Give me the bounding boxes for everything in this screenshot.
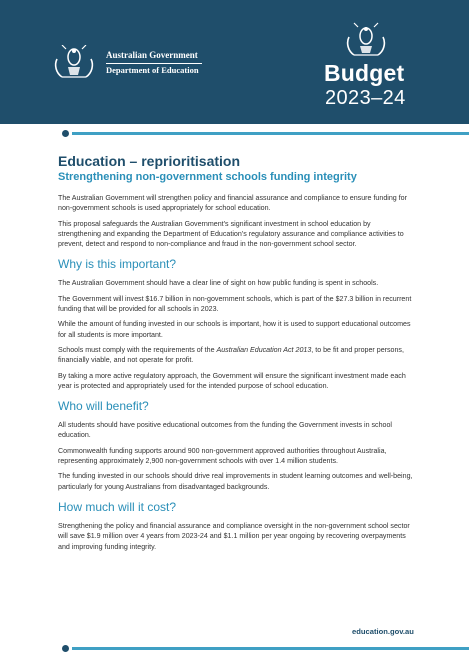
document-body [58,153,414,557]
act-name: Australian Education Act 2013 [216,345,312,354]
footer-url-link[interactable]: education.gov.au [352,627,414,636]
budget-title: Budget [324,60,405,86]
coat-of-arms-icon [52,45,96,83]
section-paragraph: All students should have positive educational outcomes from the funding the Government invests in school education. [58,421,392,440]
section-paragraph: Strengthening the policy and financial assurance and compliance oversight in the non-government school sector will save $1.9 million over 4 years from 2023-24 and $1.1 million per year ongoing by recovering overpayments and improving funding integrity. [58,521,410,551]
department-name: Department of Education [106,65,199,75]
act-text-after: , to be fit and proper persons, financially viable, and not operate for profit. [58,345,404,365]
intro-paragraph: The Australian Government will strengthen policy and financial assurance and compliance to ensure funding for non-government schools is used appropriately for school education. [58,194,407,213]
section-heading: Who will benefit? [58,399,149,414]
section-paragraph: While the amount of funding invested in our schools is important, how it is used to support educational outcomes for all students is more important. [58,320,411,339]
footer-divider [0,644,469,652]
budget-year: 2023–24 [325,87,406,109]
section-paragraph: The Government will invest $16.7 billion in non-government schools, which is part of the $27.3 billion in recurrent funding that will be provided for all schools in 2023. [58,294,412,314]
section-heading: How much will it cost? [58,499,177,514]
header-banner [0,0,469,124]
act-text-before: Schools must comply with the requirements of the [58,345,217,354]
government-name: Australian Government [106,50,198,60]
section-heading: Why is this important? [58,257,177,272]
section-paragraph: The Australian Government should have a clear line of sight on how public funding is spent in schools. [58,279,379,288]
divider-bar [72,647,469,650]
intro-paragraph: This proposal safeguards the Australian Government’s significant investment in school education by strengthening and expanding the Department of Education’s regulatory assurance and compliance activities to prevent, detect and respond to non-compliance and fraud in the non-government school sector. [58,219,404,249]
section-paragraph: By taking a more active regulatory approach, the Government will ensure the significant investment made each year is protected and appropriately used for the intended purpose of school education. [58,371,406,390]
logo-divider [106,63,202,64]
section-paragraph [58,345,414,366]
divider-bar [72,132,469,135]
divider-dot [62,130,69,137]
page-subtitle: Strengthening non-government schools funding integrity [58,171,357,183]
budget-crest-icon [343,22,389,60]
section-paragraph: Commonwealth funding supports around 900 non-government approved authorities throughout Australia, representing approximately 2,900 non-government schools with over 1.4 million students. [58,446,387,466]
page-title: Education – reprioritisation [58,153,241,169]
government-logo-text [106,50,202,76]
header-divider [0,129,469,137]
divider-dot [62,645,69,652]
section-paragraph: The funding invested in our schools should drive real improvements in student learning outcomes and well-being, particularly for young Australians from disadvantaged backgrounds. [58,472,413,491]
